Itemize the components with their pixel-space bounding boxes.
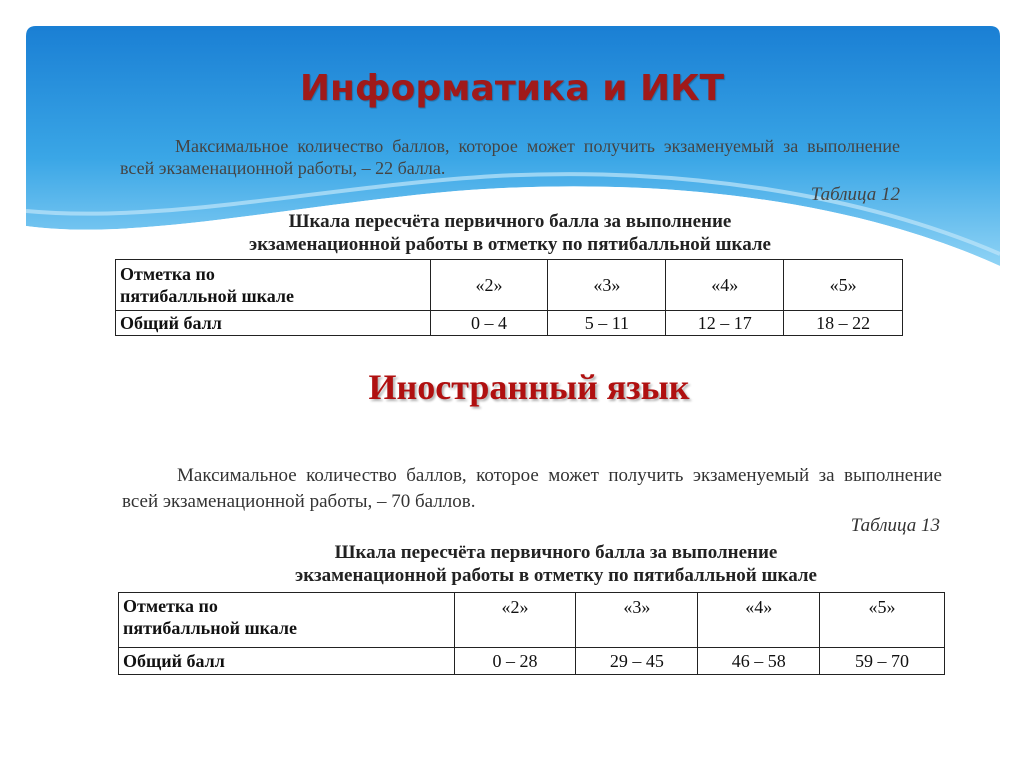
- score-range-cell: 12 – 17: [666, 311, 784, 336]
- grade-cell: «4»: [698, 593, 820, 648]
- table-row: [116, 311, 903, 336]
- grade-row-header-line1: Отметка по: [120, 264, 215, 284]
- table-12-caption-line2: экзаменационной работы в отметку по пятибалльной шкале: [249, 234, 771, 255]
- table-13-caption-line2: экзаменационной работы в отметку по пятибалльной шкале: [295, 565, 817, 586]
- grade-row-header: [119, 593, 455, 648]
- table-row: [116, 260, 903, 311]
- grade-row-header: [116, 260, 431, 311]
- score-range-cell: 18 – 22: [784, 311, 903, 336]
- table-13: [118, 592, 945, 675]
- grade-cell: «5»: [820, 593, 945, 648]
- table-row: [119, 593, 945, 648]
- table-13-label: Таблица 13: [850, 515, 940, 536]
- score-row-header: Общий балл: [119, 648, 455, 675]
- score-range-cell: 46 – 58: [698, 648, 820, 675]
- grade-cell: «2»: [430, 260, 548, 311]
- grade-row-header-line2: пятибалльной шкале: [120, 286, 294, 306]
- score-range-cell: 59 – 70: [820, 648, 945, 675]
- grade-row-header-line1: Отметка по: [123, 596, 218, 616]
- grade-cell: «5»: [784, 260, 903, 311]
- score-range-cell: 5 – 11: [548, 311, 666, 336]
- table-12-caption-line1: Шкала пересчёта первичного балла за выполнение: [288, 211, 732, 232]
- score-row-header: Общий балл: [116, 311, 431, 336]
- table-13-caption-line1: Шкала пересчёта первичного балла за выполнение: [334, 542, 778, 563]
- table-13-caption: [0, 541, 1024, 587]
- grade-cell: «3»: [548, 260, 666, 311]
- grade-cell: «4»: [666, 260, 784, 311]
- table-12: [115, 259, 903, 336]
- table-row: [119, 648, 945, 675]
- page-title-informatics: Информатика и ИКТ: [299, 68, 725, 109]
- informatics-intro-text: Максимальное количество баллов, которое может получить экзаменуемый за выполнение всей экзаменационной работы, – 22 балла.: [120, 136, 900, 178]
- score-range-cell: 0 – 4: [430, 311, 548, 336]
- table-12-caption: [0, 210, 1020, 256]
- table-12-label: Таблица 12: [810, 184, 900, 205]
- page-title-foreign-language: Иностранный язык: [368, 367, 690, 407]
- grade-cell: «2»: [454, 593, 576, 648]
- foreign-language-intro-text: Максимальное количество баллов, которое может получить экзаменуемый за выполнение всей экзаменационной работы, – 70 баллов.: [122, 465, 942, 512]
- score-range-cell: 0 – 28: [454, 648, 576, 675]
- grade-row-header-line2: пятибалльной шкале: [123, 618, 297, 638]
- score-range-cell: 29 – 45: [576, 648, 698, 675]
- grade-cell: «3»: [576, 593, 698, 648]
